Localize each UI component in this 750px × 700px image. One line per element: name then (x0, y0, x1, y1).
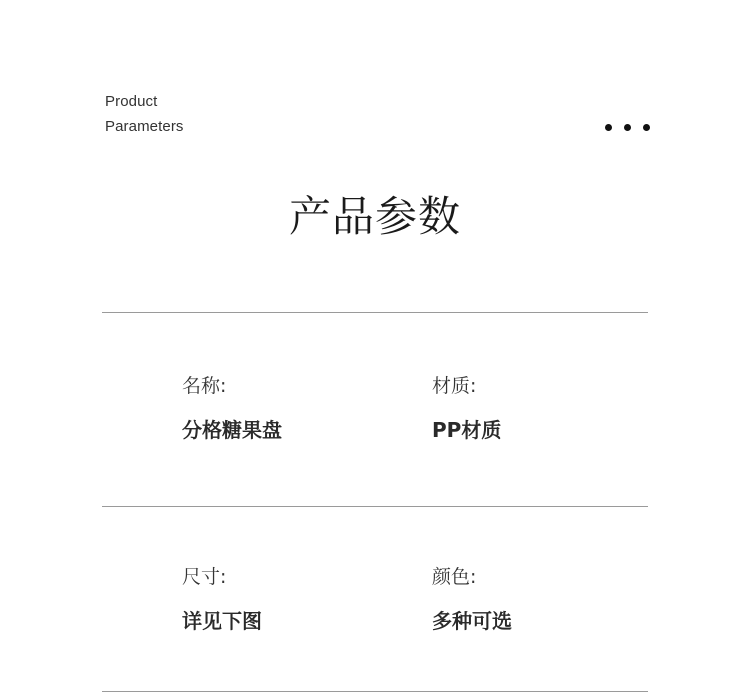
param-size-label: 尺寸: (182, 566, 227, 588)
dot-icon (624, 124, 631, 131)
param-material (432, 373, 501, 444)
section-subtitle (105, 90, 184, 139)
subtitle-line-parameters: Parameters (105, 117, 184, 135)
divider-middle (102, 506, 648, 507)
subtitle-line-product: Product (105, 93, 158, 110)
param-size (182, 564, 262, 635)
param-material-label: 材质: (432, 375, 477, 397)
param-name-value: 分格糖果盘 (182, 418, 282, 442)
divider-bottom (102, 691, 648, 692)
more-dots-icon (605, 124, 650, 131)
dot-icon (643, 124, 650, 131)
param-color-label: 颜色: (432, 566, 477, 588)
dot-icon (605, 124, 612, 131)
param-name (182, 373, 282, 444)
param-size-value: 详见下图 (182, 609, 262, 633)
param-color-value: 多种可选 (432, 609, 512, 633)
divider-top (102, 312, 648, 313)
page-title: 产品参数 (288, 192, 461, 241)
param-name-label: 名称: (182, 375, 227, 397)
param-material-value: PP材质 (432, 418, 502, 442)
param-color (432, 564, 512, 635)
